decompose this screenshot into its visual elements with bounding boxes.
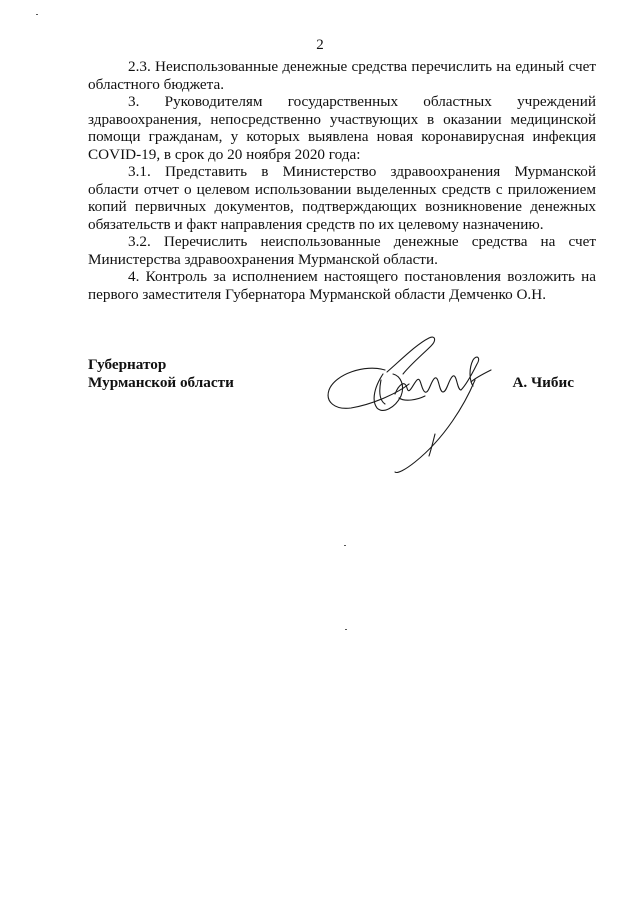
- signer-title: [88, 356, 234, 392]
- scan-speck: [36, 14, 38, 15]
- scan-speck: [344, 545, 346, 546]
- signature-block: [88, 356, 596, 496]
- document-body: [88, 58, 596, 303]
- paragraph-2-3: 2.3. Неиспользованные денежные средства перечислить на единый счет областного бюджета.: [88, 58, 596, 93]
- handwritten-signature-icon: [325, 334, 505, 494]
- signer-title-line-1: Губернатор: [88, 356, 167, 373]
- paragraph-4: 4. Контроль за исполнением настоящего постановления возложить на первого заместителя Губернатора Мурманской области Демченко О.Н.: [88, 268, 596, 303]
- paragraph-3-1: 3.1. Представить в Министерство здравоохранения Мурманской области отчет о целевом использовании выделенных средств с приложением копий первичных документов, подтверждающих возникновение денежных обязательств и факт направления средств по их целевому назначению.: [88, 163, 596, 233]
- paragraph-3-2: 3.2. Перечислить неиспользованные денежные средства на счет Министерства здравоохранения Мурманской области.: [88, 233, 596, 268]
- signer-title-line-2: Мурманской области: [88, 374, 234, 391]
- signer-name: А. Чибис: [512, 374, 574, 391]
- paragraph-3: 3. Руководителям государственных областных учреждений здравоохранения, непосредственно участвующих в оказании медицинской помощи гражданам, у которых выявлена новая коронавирусная инфекция COVID-19, в срок до 20 ноября 2020 года:: [88, 93, 596, 163]
- page-number: 2: [316, 37, 324, 53]
- scan-speck: [345, 629, 347, 630]
